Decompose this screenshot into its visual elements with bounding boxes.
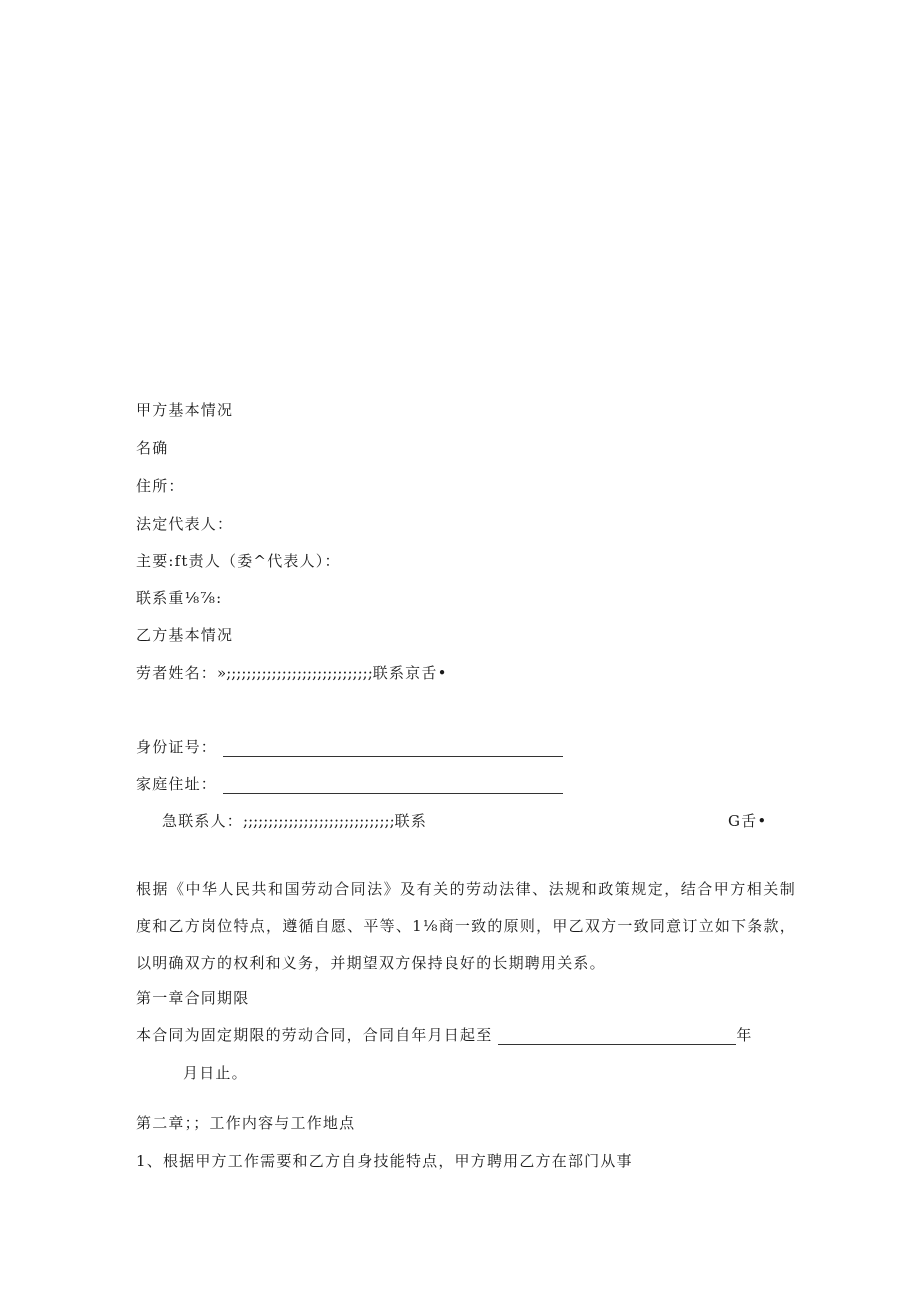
term-year: 年 — [736, 1026, 753, 1044]
term-end-blank — [498, 1030, 736, 1045]
term-end: 月日止。 — [183, 1064, 248, 1082]
term-text: 本合同为固定期限的劳动合同，合同自年月日起至 — [136, 1026, 493, 1044]
chapter-1-title: 第一章合同期限 — [136, 989, 250, 1007]
home-address-blank — [223, 779, 563, 794]
preamble-paragraph: 根据《中华人民共和国劳动合同法》及有关的劳动法律、法规和政策规定，结合甲方相关制度和乙方岗位特点，遵循自愿、平等、1⅛商一致的原则，甲乙双方一致同意订立如下条款，以明确双方的权利和义务，并期望双方保持良好的长期聘用关系。 — [136, 880, 796, 972]
home-address-label: 家庭住址： — [136, 775, 218, 793]
party-b-heading: 乙方基本情况 — [136, 626, 234, 644]
id-number-row — [136, 737, 563, 757]
term-row — [136, 1025, 753, 1045]
chapter-2-title: 第二章；；工作内容与工作地点 — [136, 1114, 356, 1132]
party-a-heading: 甲方基本情况 — [136, 401, 234, 419]
party-a-name-label: 名确 — [136, 439, 169, 457]
worker-phone-label: 联系京舌• — [372, 664, 448, 682]
emergency-contact-fill: ;;;;;;;;;;;;;;;;;;;;;;;;;;;;;; — [243, 812, 395, 830]
emergency-phone-prefix: 联系 — [394, 812, 428, 830]
id-number-blank — [223, 742, 563, 757]
chapter-2-item-1: 1、根据甲方工作需要和乙方自身技能特点，甲方聘用乙方在部门从事 — [136, 1152, 633, 1170]
worker-name-fill: »;;;;;;;;;;;;;;;;;;;;;;;;;;;;; — [217, 664, 373, 682]
worker-name-label: 劳者姓名： — [136, 664, 218, 682]
party-a-principal-label: 主要:ft责人（委^代表人）： — [136, 552, 341, 570]
party-a-phone-label: 联系重⅛⅞: — [136, 589, 223, 607]
party-a-legal-rep-label: 法定代表人： — [136, 515, 234, 533]
emergency-phone-suffix: G舌• — [728, 812, 768, 830]
emergency-contact-row — [162, 811, 427, 831]
home-address-row — [136, 774, 563, 794]
party-a-address-label: 住所： — [136, 477, 185, 495]
worker-name-row — [136, 663, 448, 683]
emergency-contact-label: 急联系人： — [162, 812, 244, 830]
id-number-label: 身份证号： — [136, 738, 218, 756]
